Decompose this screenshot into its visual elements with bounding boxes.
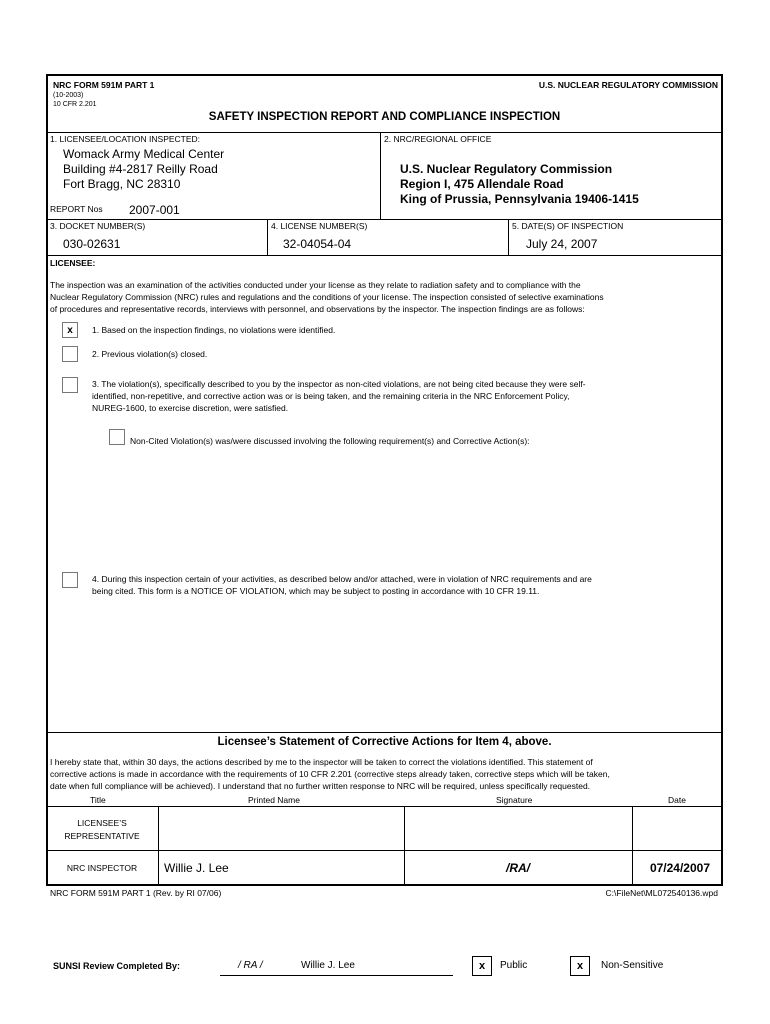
file-path: C:\FileNet\ML072540136.wpd	[605, 888, 718, 898]
inspector-date: 07/24/2007	[649, 861, 710, 875]
form-date: (10-2003)	[53, 92, 84, 99]
item4-line: 4. During this inspection certain of your activities, as described below and/or attached, were in violation of NRC requirements and are	[92, 574, 592, 584]
docket-label: 3. DOCKET NUMBER(S)	[50, 221, 146, 231]
inspector-name: Willie J. Lee	[164, 861, 229, 875]
license-number: 32-04054-04	[283, 237, 352, 251]
divider	[46, 732, 723, 733]
form-name: NRC FORM 591M PART 1	[53, 80, 155, 90]
item2-checkbox[interactable]	[62, 346, 78, 362]
licensee-location-label: 1. LICENSEE/LOCATION INSPECTED:	[50, 134, 201, 144]
public-label: Public	[500, 960, 528, 971]
office-name: U.S. Nuclear Regulatory Commission	[400, 162, 613, 176]
col-signature: Signature	[496, 795, 533, 805]
divider	[508, 219, 509, 255]
inspection-date-label: 5. DATE(S) OF INSPECTION	[512, 221, 624, 231]
inspector-signature: /RA/	[506, 861, 530, 875]
ncv-checkbox[interactable]	[109, 429, 125, 445]
rep-signature-field[interactable]	[406, 808, 630, 848]
rep-date-field[interactable]	[634, 808, 720, 848]
divider	[46, 850, 723, 851]
ncv-text: Non-Cited Violation(s) was/were discussed involving the following requirement(s) and Corrective Action(s):	[130, 436, 530, 446]
sunsi-ra: / RA /	[238, 960, 263, 971]
item2-text: 2. Previous violation(s) closed.	[92, 349, 208, 359]
agency-name: U.S. NUCLEAR REGULATORY COMMISSION	[538, 80, 718, 90]
item3-line: 3. The violation(s), specifically described to you by the inspector as non-cited violations, are not being cited because they were self-	[92, 379, 586, 389]
item1-text: 1. Based on the inspection findings, no violations were identified.	[92, 325, 336, 335]
licensee-address-1: Building #4-2817 Reilly Road	[63, 162, 218, 176]
intro-line: The inspection was an examination of the activities conducted under your license as they relate to radiation safety and to compliance with the	[50, 280, 581, 290]
report-number: 2007-001	[129, 203, 180, 217]
rep-name-field[interactable]	[160, 808, 402, 848]
divider	[46, 255, 723, 256]
item4-text	[92, 573, 592, 597]
statement-text	[50, 756, 610, 792]
sunsi-label: SUNSI Review Completed By:	[53, 961, 181, 971]
license-label: 4. LICENSE NUMBER(S)	[271, 221, 368, 231]
statement-line: corrective actions is made in accordance with the requirements of 10 CFR 2.201 (corrective steps already taken, corrective steps which will be taken,	[50, 769, 610, 779]
office-address-1: Region I, 475 Allendale Road	[400, 177, 564, 191]
rep-label-line: REPRESENTATIVE	[64, 831, 140, 841]
divider	[46, 132, 723, 133]
item3-text	[92, 378, 586, 414]
sunsi-reviewer: Willie J. Lee	[301, 960, 355, 971]
divider	[158, 806, 159, 886]
cfr-reference: 10 CFR 2.201	[53, 101, 97, 108]
inspector-label: NRC INSPECTOR	[66, 863, 138, 873]
licensee-address-2: Fort Bragg, NC 28310	[63, 177, 181, 191]
divider	[267, 219, 268, 255]
item4-line: being cited. This form is a NOTICE OF VIOLATION, which may be subject to posting in accordance with 10 CFR 19.11.	[92, 586, 540, 596]
non-sensitive-checkbox[interactable]: x	[570, 956, 590, 976]
intro-text	[50, 279, 604, 315]
item1-checkbox[interactable]: x	[62, 322, 78, 338]
licensee-name: Womack Army Medical Center	[63, 147, 225, 161]
col-date: Date	[668, 795, 686, 805]
public-checkbox[interactable]: x	[472, 956, 492, 976]
inspection-date: July 24, 2007	[526, 237, 598, 251]
intro-line: of procedures and representative records, interviews with personnel, and observations by the inspector. The inspection findings are as follows:	[50, 304, 585, 314]
regional-office-label: 2. NRC/REGIONAL OFFICE	[384, 134, 492, 144]
intro-line: Nuclear Regulatory Commission (NRC) rules and regulations and the conditions of your license. The inspection consisted of selective examinations	[50, 292, 604, 302]
office-address-2: King of Prussia, Pennsylvania 19406-1415	[400, 192, 639, 206]
divider	[380, 132, 381, 219]
statement-line: date when full compliance will be achieved). I understand that no further written response to NRC will be required, unless specifically requested.	[50, 781, 591, 791]
rep-label	[46, 817, 158, 843]
statement-heading: Licensee’s Statement of Corrective Actions for Item 4, above.	[217, 736, 552, 748]
docket-number: 030-02631	[63, 237, 121, 251]
report-label: REPORT Nos	[50, 204, 103, 214]
licensee-heading: LICENSEE:	[50, 258, 96, 268]
col-title: Title	[90, 795, 106, 805]
form-title: SAFETY INSPECTION REPORT AND COMPLIANCE INSPECTION	[208, 111, 561, 123]
item4-checkbox[interactable]	[62, 572, 78, 588]
statement-line: I hereby state that, within 30 days, the actions described by me to the inspector will be taken to correct the violations identified. This statement of	[50, 757, 593, 767]
rep-label-line: LICENSEE’S	[77, 818, 127, 828]
non-sensitive-label: Non-Sensitive	[601, 960, 664, 971]
item3-checkbox[interactable]	[62, 377, 78, 393]
divider	[46, 806, 723, 807]
item3-line: identified, non-repetitive, and corrective action was or is being taken, and the remaining criteria in the NRC Enforcement Policy,	[92, 391, 570, 401]
form-revision: NRC FORM 591M PART 1 (Rev. by RI 07/06)	[50, 888, 222, 898]
item3-line: NUREG-1600, to exercise discretion, were satisfied.	[92, 403, 289, 413]
col-printed-name: Printed Name	[248, 795, 300, 805]
divider	[46, 219, 723, 220]
signature-line	[220, 975, 453, 976]
